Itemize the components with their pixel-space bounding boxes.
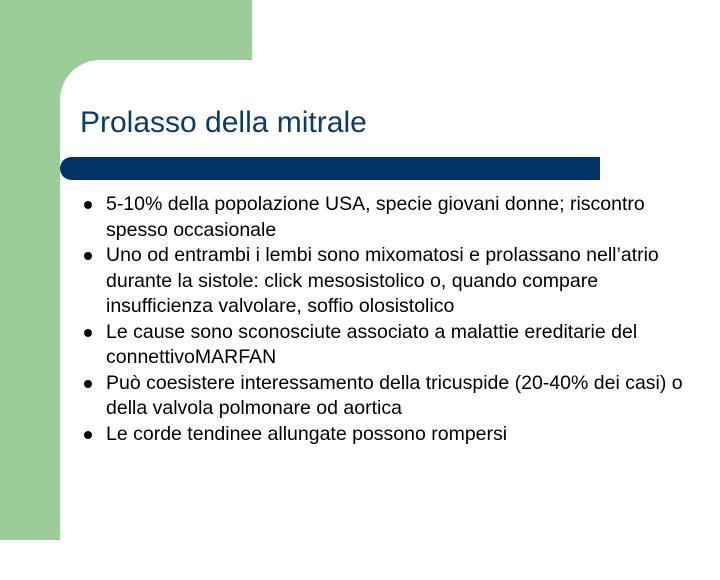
bullet-item <box>80 192 700 243</box>
bullet-item <box>80 243 700 320</box>
bullet-dot-icon <box>84 201 92 209</box>
bullet-item <box>80 320 700 371</box>
bullet-text: Le corde tendinee allungate possono rompersi <box>106 422 508 445</box>
bullet-dot-icon <box>84 380 92 388</box>
bullet-dot-icon <box>84 431 92 439</box>
bullet-text: Può coesistere interessamento della tricuspide (20-40% dei casi) o della valvola polmonare od aortica <box>106 371 683 419</box>
bullet-item <box>80 371 700 422</box>
bullet-dot-icon <box>84 252 92 260</box>
title-underline-bar <box>60 157 600 180</box>
bullet-text: 5-10% della popolazione USA, specie giovani donne; riscontro spesso occasionale <box>106 193 645 241</box>
bullet-text: Le cause sono sconosciute associato a malattie ereditarie del connettivoMARFAN <box>106 320 638 368</box>
bullet-item <box>80 422 700 448</box>
slide-title: Prolasso della mitrale <box>80 106 367 139</box>
bullet-list <box>80 192 700 447</box>
bullet-dot-icon <box>84 329 92 337</box>
bullet-text: Uno od entrambi i lembi sono mixomatosi e prolassano nell’atrio durante la sistole: click mesosistolico o, quando compare insufficienza valvolare, soffio olosistolico <box>106 244 659 317</box>
